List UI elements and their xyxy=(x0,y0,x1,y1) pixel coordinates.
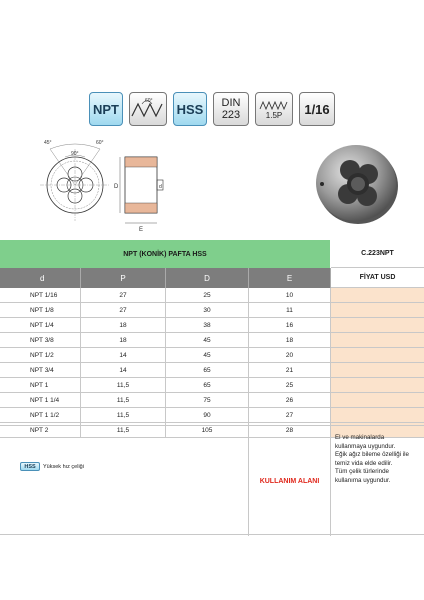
pitch-label: 1.5P xyxy=(265,110,283,120)
cell-d: NPT 3/4 xyxy=(0,363,81,378)
cell-e: 18 xyxy=(249,333,331,348)
cell-outer-d: 38 xyxy=(166,318,249,333)
cell-price xyxy=(331,318,424,333)
cell-price xyxy=(331,378,424,393)
table-row xyxy=(0,393,424,408)
table-row xyxy=(0,363,424,378)
hss-label: HSS xyxy=(176,101,204,117)
technical-drawing xyxy=(30,135,165,235)
cell-price xyxy=(331,408,424,423)
thread-angle-badge xyxy=(129,92,167,126)
cell-d: NPT 1 1/4 xyxy=(0,393,81,408)
cell-outer-d: 45 xyxy=(166,333,249,348)
table-body xyxy=(0,288,424,438)
table-row xyxy=(0,348,424,363)
cell-price xyxy=(331,393,424,408)
cell-outer-d: 65 xyxy=(166,363,249,378)
table-row xyxy=(0,303,424,318)
cell-e: 26 xyxy=(249,393,331,408)
cell-outer-d: 65 xyxy=(166,378,249,393)
footer-section xyxy=(0,425,424,535)
cell-p: 11,5 xyxy=(81,393,166,408)
pitch-thread-icon xyxy=(259,99,289,111)
cell-d: NPT 1/2 xyxy=(0,348,81,363)
legend-text: Yüksek hız çeliği xyxy=(43,463,84,470)
cell-d: NPT 1/4 xyxy=(0,318,81,333)
column-header-outer-d: D xyxy=(166,268,249,288)
table-row xyxy=(0,408,424,423)
spec-badges xyxy=(89,92,335,126)
cell-outer-d: 25 xyxy=(166,288,249,303)
usage-line: kullanmaya uygundur. xyxy=(335,442,396,450)
angle-top-label: 90° xyxy=(71,151,79,157)
cell-p: 14 xyxy=(81,363,166,378)
cell-d: NPT 2 xyxy=(0,423,81,438)
cell-price xyxy=(331,363,424,378)
cell-p: 18 xyxy=(81,333,166,348)
table-title-row xyxy=(0,240,424,268)
legend-hss-chip: HSS xyxy=(20,462,40,471)
usage-line: Eğik ağız bileme özelliği ile xyxy=(335,451,409,458)
cell-outer-d: 30 xyxy=(166,303,249,318)
din-badge xyxy=(213,92,249,126)
dimension-e-label: E xyxy=(139,227,144,233)
cell-p: 27 xyxy=(81,288,166,303)
cell-price xyxy=(331,348,424,363)
npt-badge xyxy=(89,92,123,126)
product-table xyxy=(0,240,424,438)
usage-line: temiz vida elde edilir. xyxy=(335,459,393,467)
cell-e: 16 xyxy=(249,318,331,333)
cell-price xyxy=(331,303,424,318)
thread-angle-label: 60° xyxy=(145,98,153,104)
cell-d: NPT 1/8 xyxy=(0,303,81,318)
cell-p: 11,5 xyxy=(81,378,166,393)
cell-p: 11,5 xyxy=(81,408,166,423)
die-product-image xyxy=(312,138,402,228)
column-header-p: P xyxy=(81,268,166,288)
table-row xyxy=(0,378,424,393)
cell-price xyxy=(331,288,424,303)
table-title: NPT (KONİK) PAFTA HSS xyxy=(0,240,331,268)
thread-profile-icon xyxy=(130,94,166,124)
npt-label: NPT xyxy=(93,101,119,117)
cell-outer-d: 75 xyxy=(166,393,249,408)
table-row xyxy=(0,288,424,303)
dimension-small-d-label: d xyxy=(159,184,162,190)
table-header-row xyxy=(0,268,424,288)
pitch-badge xyxy=(255,92,293,126)
cell-e: 28 xyxy=(249,423,331,438)
size-label: 1/16 xyxy=(304,101,330,117)
cell-d: NPT 1/16 xyxy=(0,288,81,303)
cell-e: 10 xyxy=(249,288,331,303)
usage-line: El ve makinalarda xyxy=(335,434,385,441)
cell-e: 27 xyxy=(249,408,331,423)
table-row xyxy=(0,318,424,333)
legend-panel xyxy=(0,426,249,536)
usage-line: Tüm çelik türlerinde xyxy=(335,468,389,475)
usage-description xyxy=(331,426,424,536)
cell-e: 11 xyxy=(249,303,331,318)
cell-outer-d: 45 xyxy=(166,348,249,363)
angle-right-label: 60° xyxy=(96,140,104,146)
column-header-e: E xyxy=(249,268,331,288)
angle-left-label: 45° xyxy=(44,140,52,146)
legend xyxy=(20,462,84,471)
cell-d: NPT 3/8 xyxy=(0,333,81,348)
din-label: DIN xyxy=(221,97,241,109)
column-header-price: FİYAT USD xyxy=(331,268,424,288)
cell-e: 21 xyxy=(249,363,331,378)
cell-d: NPT 1 xyxy=(0,378,81,393)
cell-e: 20 xyxy=(249,348,331,363)
cell-d: NPT 1 1/2 xyxy=(0,408,81,423)
usage-line: kullanıma uygundur. xyxy=(335,476,391,484)
cell-p: 11,5 xyxy=(81,423,166,438)
din-number: 223 xyxy=(221,109,241,121)
cell-outer-d: 90 xyxy=(166,408,249,423)
dimension-d-label: D xyxy=(114,184,119,190)
cell-p: 14 xyxy=(81,348,166,363)
cell-outer-d: 105 xyxy=(166,423,249,438)
usage-area-label: KULLANIM ALANI xyxy=(249,426,331,536)
cell-p: 27 xyxy=(81,303,166,318)
cell-p: 18 xyxy=(81,318,166,333)
cell-price xyxy=(331,333,424,348)
size-badge xyxy=(299,92,335,126)
hss-badge xyxy=(173,92,207,126)
table-row xyxy=(0,333,424,348)
product-code: C.223NPT xyxy=(331,240,424,268)
cell-e: 25 xyxy=(249,378,331,393)
column-header-d: d xyxy=(0,268,81,288)
